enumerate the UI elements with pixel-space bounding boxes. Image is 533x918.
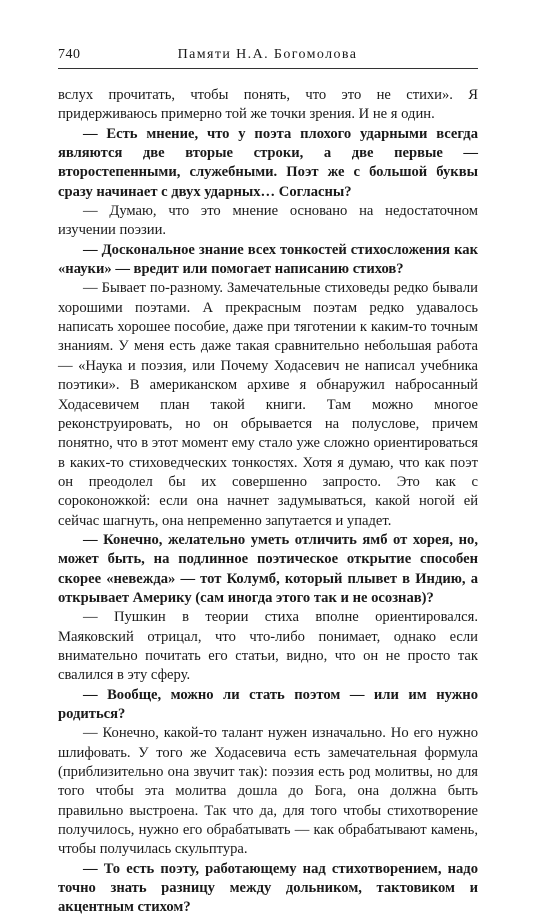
running-title: Памяти Н.А. Богомолова [177, 47, 358, 62]
header-rule [58, 68, 478, 69]
question-paragraph: — Вообще, можно ли стать поэтом — или им нужно родиться? [58, 686, 478, 722]
answer-paragraph: — Бывает по-разному. Замечательные стиховеды редко бывали хорошими поэтами. А прекрасным поэтам редко удавалось написать хорошее пособие, даже при тяготении к каким-то точным знаниям. У меня есть даже такая сравнительно небольшая работа — «Наука и поэзия, или Почему Ходасевич не написал учебника поэтики». В американском архиве я обнаружил набросанный Ходасевичем план такой книги. Там можно многое реконструировать, но он обрывается на полуслове, причем понятно, что в этот момент ему стало уже сложно ориентироваться в каких-то стиховедческих тонкостях. Хотя я думаю, что как поэт он преодолел бы их совершенно запросто. Это как с сороконожкой: если она начнет задумываться, какой ногой ей сейчас шагнуть, она непременно запутается и упадет. [58, 280, 478, 529]
answer-paragraph: — Пушкин в теории стиха вполне ориентировался. Маяковский отрицал, что что-либо понимает, однако если внимательно почитать его статьи, видно, что он не просто так свалился в эту сферу. [58, 609, 478, 684]
page-number: 740 [58, 47, 81, 62]
answer-paragraph: — Думаю, что это мнение основано на недостаточном изучении поэзии. [58, 203, 478, 239]
question-paragraph: — То есть поэту, работающему над стихотворением, надо точно знать разницу между дольником, тактовиком и акцентным стихом? [58, 860, 478, 916]
answer-paragraph: вслух прочитать, чтобы понять, что это не стихи». Я придерживаюсь примерно той же точки зрения. И не я один. [58, 87, 478, 123]
page-body [58, 86, 478, 918]
question-paragraph: — Конечно, желательно уметь отличить ямб от хорея, но, может быть, на подлинное поэтическое открытие способен скорее «невежда» — тот Колумб, который плывет в Индию, а открывает Америку (сам иногда этого так и не осознав)? [58, 531, 478, 606]
question-paragraph: — Доскональное знание всех тонкостей стихосложения как «науки» — вредит или помогает написанию стихов? [58, 241, 478, 278]
answer-paragraph: — Конечно, какой-то талант нужен изначально. Но его нужно шлифовать. У того же Ходасевича есть замечательная формула (приблизительно она звучит так): поэзия есть род молитвы, но для того чтобы эта молитва дошла до Бога, она должна быть правильно выстроена. Так что да, для того чтобы стихотворение получилось, нужно его обрабатывать — как обрабатывают камень, чтобы получилась скульптура. [58, 725, 478, 858]
page-header [58, 47, 477, 67]
question-paragraph: — Есть мнение, что у поэта плохого ударными всегда являются две вторые строки, а две первые — второстепенными, служебными. Поэт же с большой буквы сразу начинает с двух ударных… Согласны? [58, 125, 478, 200]
